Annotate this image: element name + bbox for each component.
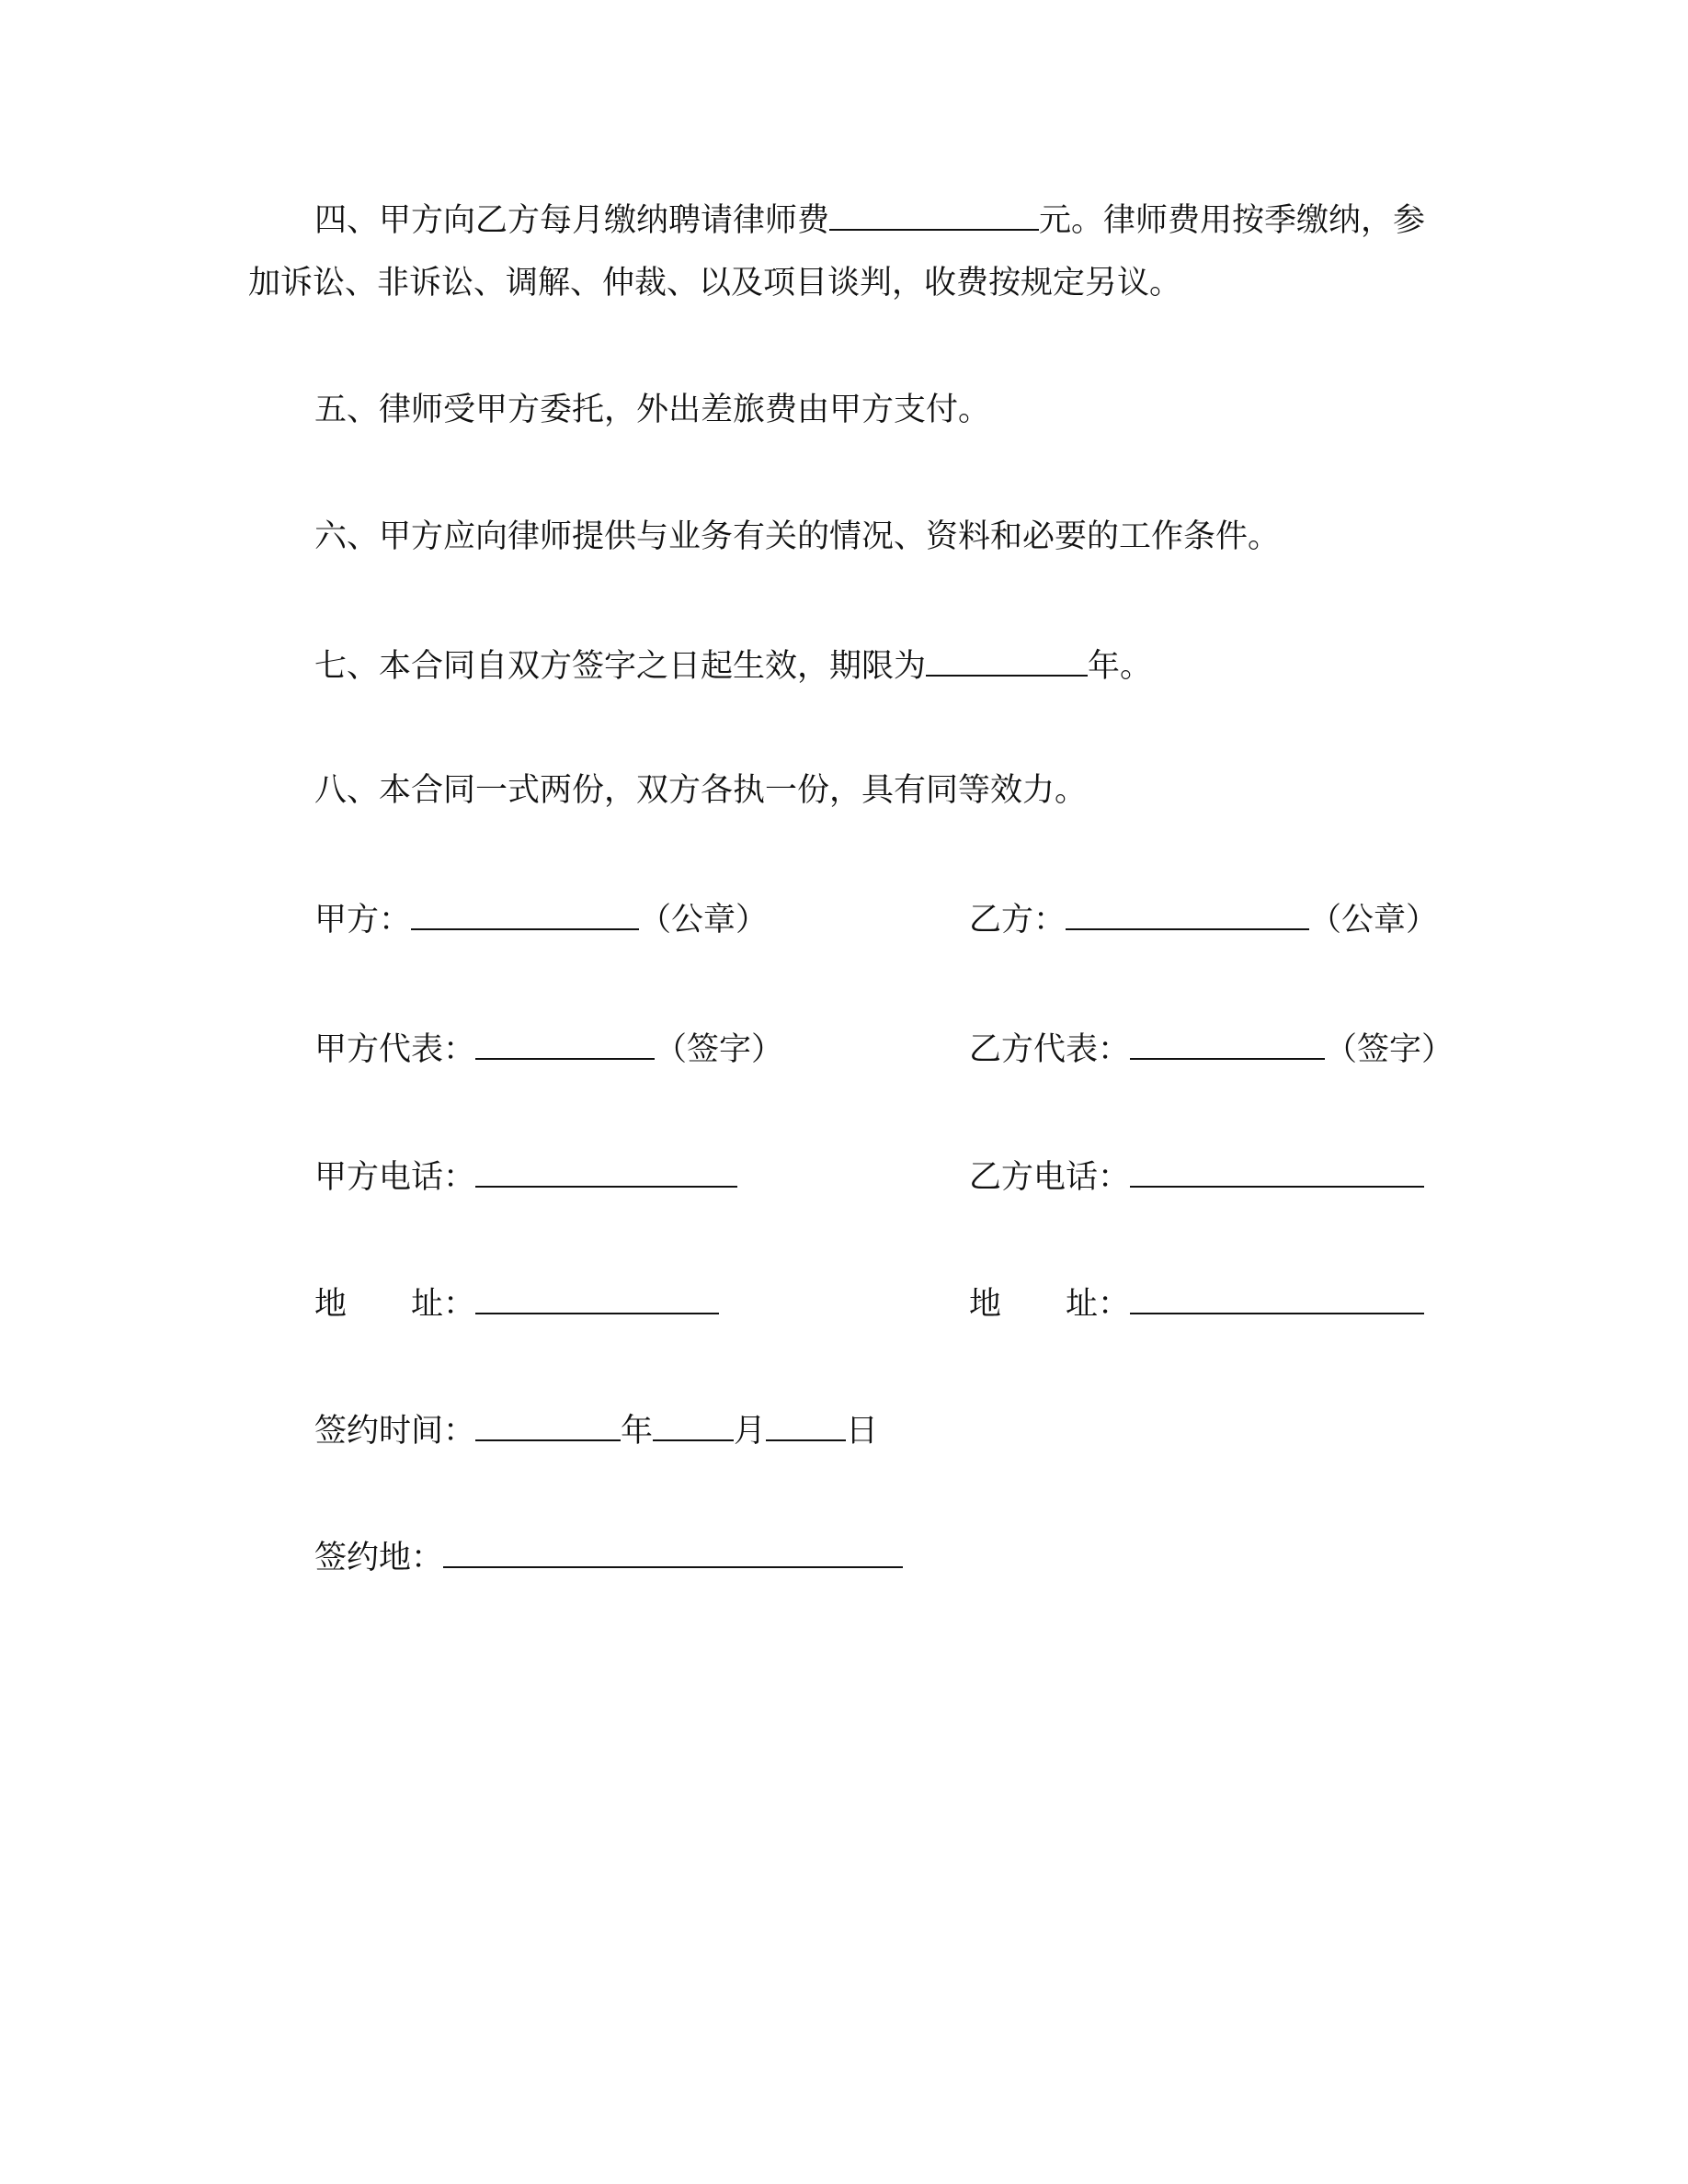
date-label: 签约时间： <box>314 1413 476 1450</box>
address-b-label: 地 址： <box>969 1286 1131 1323</box>
party-b-blank[interactable] <box>1066 897 1309 930</box>
phone-b-row <box>969 1155 1424 1198</box>
party-a-blank[interactable] <box>411 897 639 930</box>
rep-b-row <box>969 1027 1454 1070</box>
party-b-row <box>969 897 1438 940</box>
clause-7 <box>314 643 1152 687</box>
year-blank[interactable] <box>475 1408 621 1441</box>
month-blank[interactable] <box>653 1408 734 1441</box>
day-label: 日 <box>846 1413 879 1450</box>
phone-b-label: 乙方电话： <box>969 1159 1131 1196</box>
sign-label: （签字） <box>655 1031 784 1068</box>
clause-4-line-2: 加诉讼、非诉讼、调解、仲裁、以及项目谈判，收费按规定另议。 <box>248 265 1182 301</box>
clause-4-text-cont: 元。律师费用按季缴纳，参 <box>1039 202 1426 239</box>
clause-4-line-1 <box>314 198 1425 241</box>
party-a-label: 甲方： <box>314 902 412 938</box>
rep-b-label: 乙方代表： <box>969 1031 1131 1068</box>
clause-4-text: 四、甲方向乙方每月缴纳聘请律师费 <box>314 202 830 239</box>
day-blank[interactable] <box>766 1408 846 1441</box>
term-years-blank[interactable] <box>926 643 1088 677</box>
rep-a-row <box>314 1027 783 1070</box>
address-b-blank[interactable] <box>1130 1281 1424 1314</box>
clause-7-text: 七、本合同自双方签字之日起生效，期限为 <box>314 648 927 685</box>
address-b-row <box>969 1281 1424 1325</box>
clause-5: 五、律师受甲方委托，外出差旅费由甲方支付。 <box>314 392 991 428</box>
party-a-row <box>314 897 768 940</box>
clause-7-suffix: 年。 <box>1088 648 1153 685</box>
phone-a-blank[interactable] <box>475 1155 737 1188</box>
rep-a-blank[interactable] <box>475 1027 655 1060</box>
phone-b-blank[interactable] <box>1130 1155 1424 1188</box>
address-a-blank[interactable] <box>475 1281 719 1314</box>
place-row <box>314 1535 903 1578</box>
seal-label: （公章） <box>1309 902 1439 938</box>
address-a-label: 地 址： <box>314 1286 476 1323</box>
year-label: 年 <box>621 1413 654 1450</box>
sign-label: （签字） <box>1325 1031 1454 1068</box>
clause-6: 六、甲方应向律师提供与业务有关的情况、资料和必要的工作条件。 <box>314 518 1281 555</box>
place-label: 签约地： <box>314 1540 444 1576</box>
address-a-row <box>314 1281 719 1325</box>
month-label: 月 <box>734 1413 767 1450</box>
clause-8: 八、本合同一式两份，双方各执一份，具有同等效力。 <box>314 772 1088 809</box>
phone-a-label: 甲方电话： <box>314 1159 476 1196</box>
rep-a-label: 甲方代表： <box>314 1031 476 1068</box>
party-b-label: 乙方： <box>969 902 1066 938</box>
date-row <box>314 1408 878 1451</box>
place-blank[interactable] <box>443 1535 903 1568</box>
seal-label: （公章） <box>639 902 769 938</box>
phone-a-row <box>314 1155 737 1198</box>
rep-b-blank[interactable] <box>1130 1027 1325 1060</box>
fee-blank[interactable] <box>829 198 1039 231</box>
